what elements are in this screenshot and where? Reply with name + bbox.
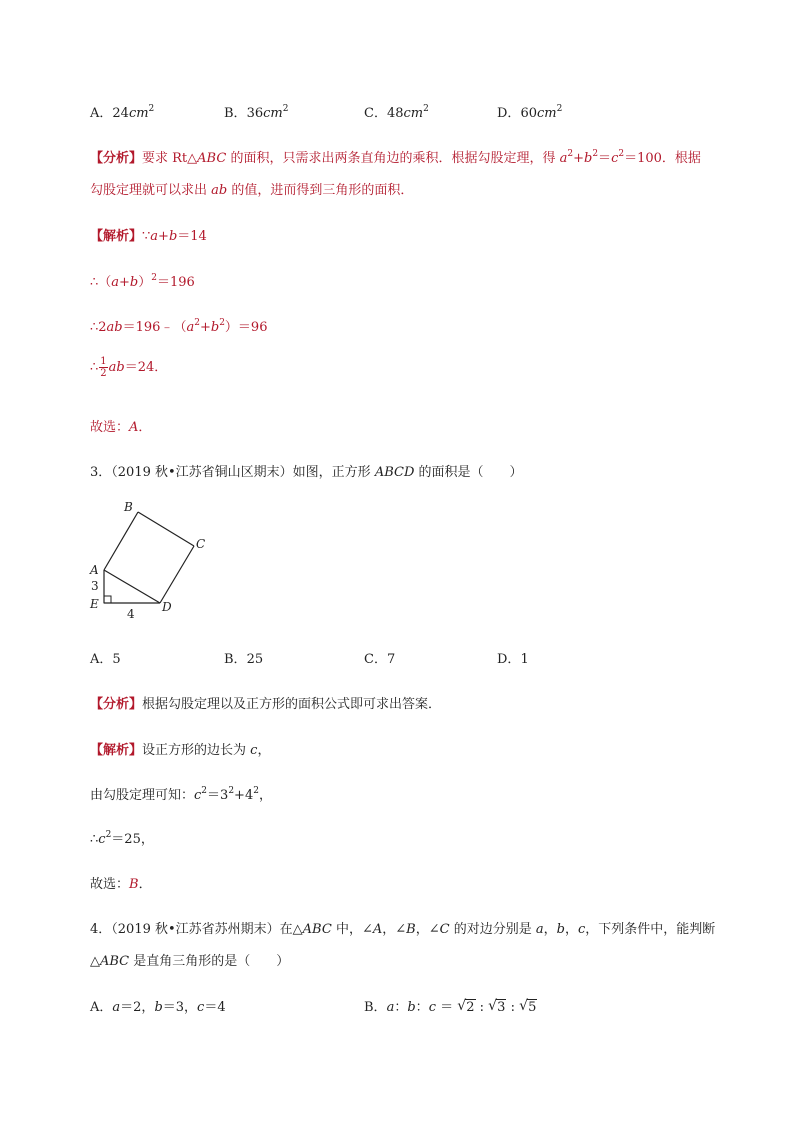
option-value: 48 [386,106,404,121]
radicand: 3 [497,1000,506,1015]
option-unit: cm [403,106,424,121]
because-symbol: ∵ [142,229,151,244]
therefore-symbol: ∴（ [90,275,112,290]
op: ＝ [435,1000,458,1015]
option-letter: C． [364,652,387,667]
text: 如图，正方形 [292,465,375,480]
text: ， [257,743,271,758]
angle-c: C [439,922,450,937]
text: ，∠ [382,922,407,937]
expr: a+b [111,275,139,290]
text: 由勾股定理可知： [90,788,195,803]
value: ）＝96 [224,320,268,335]
option-unit: cm [536,106,557,121]
answer-label: 故选： [90,420,130,435]
option-letter: C． [364,106,387,121]
text: 根据勾股定理以及正方形的面积公式即可求出答案． [142,697,442,712]
option-letter: D． [497,652,521,667]
var-a: a [112,1000,121,1015]
q3-option-a[interactable] [90,648,121,667]
option-letter: B． [224,106,247,121]
question-source: （2019 秋•江苏省铜山区期末） [111,465,293,480]
option-value: 25 [246,652,264,667]
option-exp: 2 [282,103,289,114]
radicand: 5 [528,1000,537,1015]
paren: ） [138,275,152,290]
q2-solution-line1 [90,225,207,244]
side-bc [138,512,194,546]
text: 勾股定理就可以求出 [90,183,212,198]
text: 要求 Rt△ [142,151,198,166]
q3-solution-line1 [90,739,270,758]
ratio-sep: : [506,1000,520,1015]
solution-tag: 【解析】 [90,743,143,758]
text: 的面积，只需求出两条直角边的乘积．根据勾股定理，得 [226,151,560,166]
sqrt-2: √ 2 [457,998,475,1015]
text: 的面积是（ ） [414,465,523,480]
q3-option-b[interactable] [224,648,263,667]
value: ＝25， [111,832,154,847]
label-ed-length: 4 [127,607,135,621]
text: ＝100．根据 [624,151,701,166]
side-da [104,570,160,603]
var-c: c [250,743,258,758]
q3-option-d[interactable] [497,648,529,667]
text: ， [543,922,557,937]
label-a: A [90,563,99,577]
q2-analysis-line2 [90,179,413,198]
answer-value: B [129,877,139,892]
text: 设正方形的边长为 [142,743,251,758]
ratio-sep: ： [394,1000,408,1015]
option-exp: 2 [556,103,563,114]
question-number: 3． [90,465,112,480]
text: ． [138,877,152,892]
q2-solution-line2: $\therefore(a+b)^2=196$ [90,272,195,290]
option-value: 1 [520,652,529,667]
side-c: c [577,922,586,937]
text: ． [138,420,152,435]
solution-tag: 【解析】 [90,229,143,244]
right-angle-mark [104,596,111,603]
text: 是直角三角形的是（ ） [129,954,290,969]
label-ae-length: 3 [91,579,99,593]
text: 的对边分别是 [449,922,536,937]
q2-solution-line4 [90,356,167,379]
option-exp: 2 [423,103,429,114]
option-letter: B． [224,652,247,667]
option-exp: 2 [148,103,155,114]
q2-option-d[interactable] [497,102,562,121]
var-b: b [210,320,220,335]
text: ，∠ [415,922,440,937]
sqrt-5: √ 5 [519,998,537,1015]
var-b: b [407,1000,416,1015]
q2-option-a[interactable] [90,102,154,121]
q2-solution-line3: $\therefore 2ab=196﹣(a^2+b^2)=96$ [90,317,268,335]
value: ＝4 [204,1000,226,1015]
var-c: c [197,1000,205,1015]
therefore-symbol: ∴ [90,360,99,375]
q4-stem-line2 [90,950,289,969]
option-value: 60 [520,106,537,121]
text: ，下列条件中，能判断 [585,922,716,937]
text: 中，∠ [331,922,373,937]
option-unit: cm [263,106,283,121]
denominator: 2 [100,368,107,379]
option-letter: A． [90,652,113,667]
var-c: c [428,1000,436,1015]
q2-option-b[interactable] [224,102,288,121]
q2-answer [90,416,151,435]
expr: a+b [150,229,178,244]
angle-a: A [372,922,383,937]
var-b: b [154,1000,163,1015]
var-a: a [386,1000,395,1015]
var-ab: ab [106,320,123,335]
triangle-name: ABC [100,954,130,969]
option-value: 36 [246,106,264,121]
q3-stem [90,461,523,480]
var-a: a [559,151,568,166]
label-d: D [162,600,172,614]
option-unit: cm [128,106,149,121]
question-source: （2019 秋•江苏省苏州期末） [111,922,280,937]
value: ＝2， [120,1000,155,1015]
text: ， [564,922,578,937]
triangle-name: ABC [197,151,227,166]
q4-option-b[interactable] [364,996,537,1015]
text: +4 [234,788,254,803]
analysis-tag: 【分析】 [90,697,143,712]
var-a: a [186,320,195,335]
q3-figure [82,496,222,621]
value: ＝24． [124,360,168,375]
square-name: ABCD [374,465,415,480]
ratio-sep: : [475,1000,489,1015]
q3-answer [90,873,152,892]
op: + [199,320,211,335]
q3-analysis [90,693,441,712]
option-letter: A． [90,106,113,121]
op: + [573,151,584,166]
value: ＝14 [177,229,207,244]
side-cd [160,546,194,603]
text: ＝196﹣（ [122,320,187,335]
option-letter: D． [497,106,521,121]
analysis-tag: 【分析】 [90,151,143,166]
var-c: c [194,788,202,803]
option-value: 24 [112,106,129,121]
label-b: B [124,500,133,514]
question-number: 4． [90,922,112,937]
radicand: 2 [466,1000,475,1015]
option-letter: B． [364,1000,387,1015]
ratio-sep: ： [415,1000,429,1015]
numerator: 1 [100,356,107,367]
side-a: a [535,922,544,937]
q4-option-a[interactable] [90,996,226,1015]
q3-solution-line2: 由勾股定理可知：$c^2=3^2+4^2$， [90,785,272,803]
q2-option-c[interactable] [364,102,429,121]
text: ＝3 [207,788,229,803]
option-value: 5 [112,652,121,667]
angle-b: B [406,922,416,937]
var-ab: ab [108,360,125,375]
text: ， [258,788,272,803]
var-b: b [583,151,593,166]
side-ab [104,512,138,570]
option-letter: A． [90,1000,113,1015]
var-ab: ab [211,183,228,198]
value: ＝196 [157,275,195,290]
op: ＝ [598,151,612,166]
label-e: E [90,597,99,611]
q3-solution-line3: $\therefore c^2=25$， [90,829,154,847]
var-c: c [611,151,619,166]
var-c: c [98,832,106,847]
option-value: 7 [386,652,396,667]
triangle-name: ABC [302,922,332,937]
label-c: C [196,537,206,551]
sqrt-3: √ 3 [488,998,506,1015]
therefore-symbol: ∴2 [90,320,107,335]
value: ＝3， [162,1000,198,1015]
side-b: b [556,922,565,937]
q2-analysis-line1: 【分析】要求 Rt△ABC 的面积，只需求出两条直角边的乘积．根据勾股定理，得 $a^2+b^2=c^2=100$．根据 [90,148,701,166]
q3-option-c[interactable] [364,648,395,667]
q4-stem-line1 [90,918,715,937]
text: 在△ [279,922,303,937]
answer-value: A [129,420,139,435]
text: △ [90,954,100,969]
text: 的值，进而得到三角形的面积． [227,183,414,198]
fraction-half [99,356,107,379]
therefore-symbol: ∴ [90,832,99,847]
answer-label: 故选： [90,877,130,892]
